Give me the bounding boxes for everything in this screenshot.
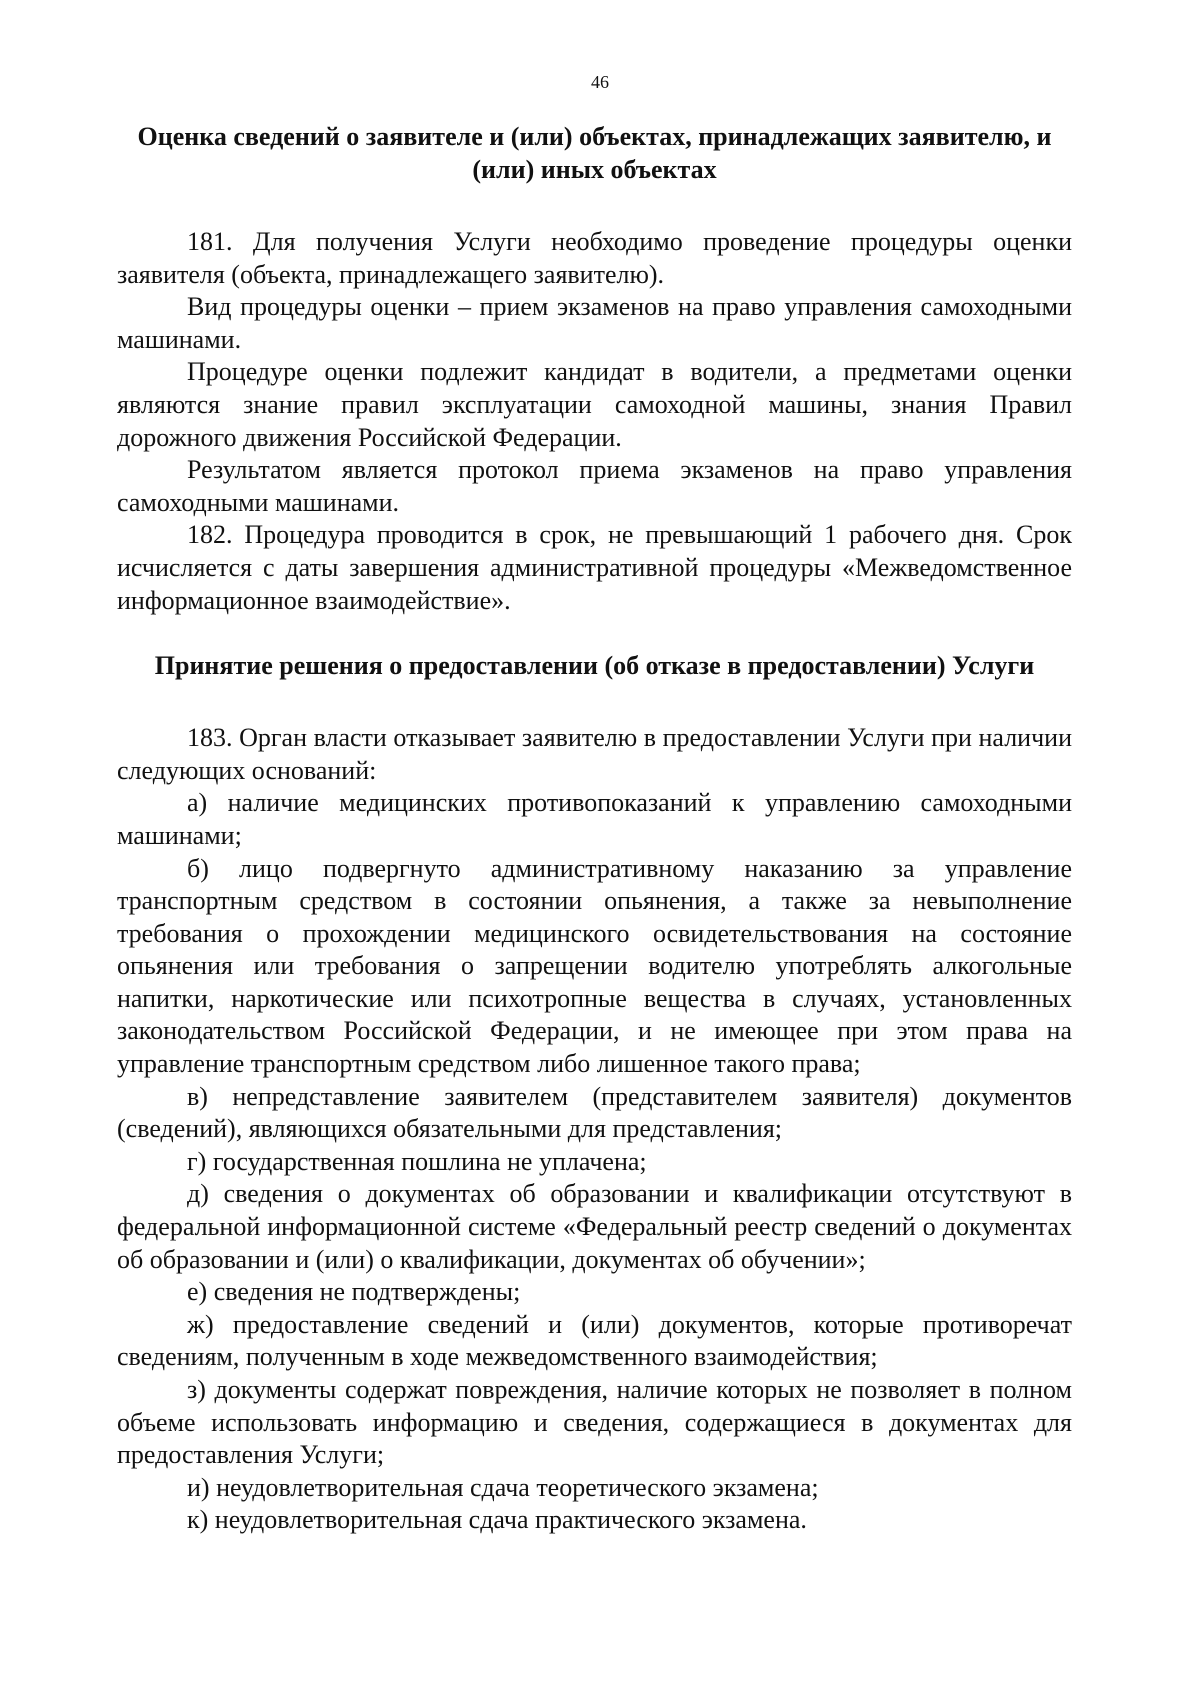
list-item-a: а) наличие медицинских противопоказаний к управлению самоходными машинами;	[117, 788, 1072, 850]
paragraph-182: 182. Процедура проводится в срок, не превышающий 1 рабочего дня. Срок исчисляется с даты завершения административной процедуры «Межведомственное информационное взаимодействие».	[117, 520, 1072, 615]
paragraph-assessment-type: Вид процедуры оценки – прием экзаменов на право управления самоходными машинами.	[117, 292, 1072, 354]
list-item-z: з) документы содержат повреждения, наличие которых не позволяет в полном объеме использовать информацию и сведения, содержащиеся в документах для предоставления Услуги;	[117, 1375, 1072, 1470]
list-item-k: к) неудовлетворительная сдача практического экзамена.	[187, 1505, 807, 1535]
section-heading-decision: Принятие решения о предоставлении (об отказе в предоставлении) Услуги	[154, 651, 1035, 681]
list-item-v: в) непредставление заявителем (представителем заявителя) документов (сведений), являющихся обязательными для представления;	[117, 1081, 1072, 1144]
section-heading-assessment: Оценка сведений о заявителе и (или) объектах, принадлежащих заявителю, и (или) иных объектах	[137, 122, 1052, 184]
list-item-e: е) сведения не подтверждены;	[187, 1277, 521, 1307]
list-item-zh: ж) предоставление сведений и (или) документов, которые противоречат сведениям, полученным в ходе межведомственного взаимодействия;	[117, 1309, 1072, 1372]
paragraph-183: 183. Орган власти отказывает заявителю в предоставлении Услуги при наличии следующих оснований:	[117, 723, 1072, 785]
paragraph-assessment-subject: Процедуре оценки подлежит кандидат в водители, а предметами оценки являются знание правил эксплуатации самоходной машины, знания Правил дорожного движения Российской Федерации.	[117, 357, 1072, 452]
list-item-d: д) сведения о документах об образовании и квалификации отсутствуют в федеральной информационной системе «Федеральный реестр сведений о документах об образовании и (или) о квалификации, документах об обучении»;	[117, 1179, 1072, 1274]
paragraph-181: 181. Для получения Услуги необходимо проведение процедуры оценки заявителя (объекта, принадлежащего заявителю).	[117, 227, 1072, 289]
list-item-g: г) государственная пошлина не уплачена;	[187, 1146, 647, 1176]
paragraph-assessment-result: Результатом является протокол приема экзаменов на право управления самоходными машинами.	[117, 455, 1072, 517]
page-content	[117, 120, 1072, 1537]
page-number: 46	[591, 72, 609, 92]
list-item-b: б) лицо подвергнуто административному наказанию за управление транспортным средством в состоянии опьянения, а также за невыполнение требования о прохождении медицинского освидетельствования на состояние опьянения или требования о запрещении водителю употреблять алкогольные напитки, наркотические или психотропные вещества в случаях, установленных законодательством Российской Федерации, и не имеющее при этом права на управление транспортным средством либо лишенное такого права;	[117, 853, 1072, 1079]
list-item-i: и) неудовлетворительная сдача теоретического экзамена;	[187, 1472, 819, 1502]
